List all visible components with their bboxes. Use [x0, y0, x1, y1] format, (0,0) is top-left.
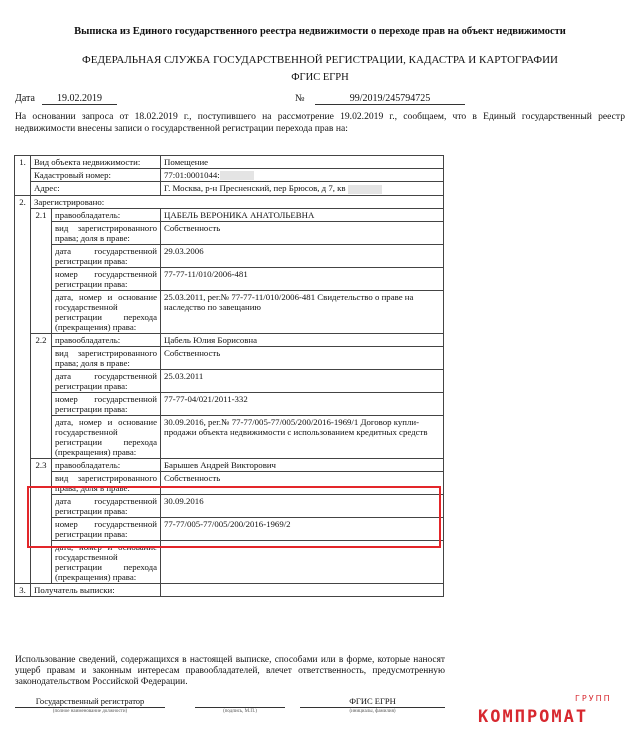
table-row [15, 369, 444, 392]
holder-number: 2.3 [31, 458, 52, 583]
reg-date-label: дата государственной регистрации права: [52, 244, 161, 267]
holder-number: 2.1 [31, 208, 52, 333]
cadastral-cell [161, 169, 444, 182]
right-value: Собственность [161, 471, 444, 494]
signature-block [195, 696, 285, 714]
registrar-signature-block [15, 696, 165, 714]
holder-value: ЦАБЕЛЬ ВЕРОНИКА АНАТОЛЬЕВНА [161, 208, 444, 221]
address-value: Г. Москва, р-н Пресненский, пер Брюсов, д 7, кв [164, 183, 346, 194]
table-row [15, 221, 444, 244]
signature-line [195, 696, 285, 708]
registrar-title: Государственный регистратор [15, 696, 165, 708]
holder-label: правообладатель: [52, 208, 161, 221]
reg-number-value: 77-77/005-77/005/200/2016-1969/2 [161, 517, 444, 540]
agency-name: ФЕДЕРАЛЬНАЯ СЛУЖБА ГОСУДАРСТВЕННОЙ РЕГИСТРАЦИИ, КАДАСТРА И КАРТОГРАФИИ [82, 54, 558, 66]
watermark-logo: КОМПРОМАТ [478, 707, 589, 727]
table-row [15, 195, 444, 208]
reg-date-value: 29.03.2006 [161, 244, 444, 267]
address-label: Адрес: [31, 182, 161, 195]
section-number: 3. [15, 583, 31, 596]
reg-date-value: 25.03.2011 [161, 369, 444, 392]
holder-number: 2.2 [31, 333, 52, 458]
cadastral-value: 77:01:0001044: [164, 170, 220, 180]
table-row [15, 346, 444, 369]
registered-label: Зарегистрировано: [31, 195, 444, 208]
table-row [15, 267, 444, 290]
table-row [15, 333, 444, 346]
transfer-label: дата, номер и основание государственной регистрации перехода (прекращения) права: [52, 540, 161, 583]
table-row [15, 156, 444, 169]
recipient-value [161, 583, 444, 596]
holder-value: Цабель Юлия Борисовна [161, 333, 444, 346]
name-caption: (инициалы, фамилия) [349, 709, 396, 714]
signature-caption: (подпись, М.П.) [223, 709, 257, 714]
date-value: 19.02.2019 [42, 93, 117, 105]
footer-notice: Использование сведений, содержащихся в настоящей выписке, способами или в форме, которые наносят ущерб правам и законным интересам правообладателей, влечет ответственность, предусмотренную законодательством Российской Федерации. [15, 655, 445, 687]
section-number: 1. [15, 156, 31, 196]
system-name: ФГИС ЕГРН [291, 72, 349, 83]
watermark-super: ГРУПП [575, 694, 612, 703]
table-row [15, 415, 444, 458]
object-type-label: Вид объекта недвижимости: [31, 156, 161, 169]
table-row [15, 392, 444, 415]
intro-paragraph: На основании запроса от 18.02.2019 г., поступившего на рассмотрение 19.02.2019 г., сообщаем, что в Единый государственный реестр недвижимости внесены записи о государственной регистрации перехода прав на: [15, 111, 625, 134]
table-row [15, 583, 444, 596]
right-label: вид зарегистрированного права; доля в праве: [52, 346, 161, 369]
table-row [15, 244, 444, 267]
registrar-name: ФГИС ЕГРН [300, 696, 445, 708]
reg-number-label: номер государственной регистрации права: [52, 392, 161, 415]
reg-number-label: номер государственной регистрации права: [52, 517, 161, 540]
holder-label: правообладатель: [52, 458, 161, 471]
transfer-value: 30.09.2016, рег.№ 77-77/005-77/005/200/2016-1969/1 Договор купли-продажи объекта недвижимости с использованием кредитных средств [161, 415, 444, 458]
transfer-label: дата, номер и основание государственной регистрации перехода (прекращения) права: [52, 290, 161, 333]
reg-date-value: 30.09.2016 [161, 494, 444, 517]
section-number: 2. [15, 195, 31, 583]
reg-number-value: 77-77-11/010/2006-481 [161, 267, 444, 290]
object-type-value: Помещение [161, 156, 444, 169]
right-value: Собственность [161, 221, 444, 244]
recipient-label: Получатель выписки: [31, 583, 161, 596]
name-block [300, 696, 445, 714]
redaction-blur [220, 171, 254, 180]
reg-date-label: дата государственной регистрации права: [52, 494, 161, 517]
cadastral-label: Кадастровый номер: [31, 169, 161, 182]
holder-label: правообладатель: [52, 333, 161, 346]
reg-date-label: дата государственной регистрации права: [52, 369, 161, 392]
reg-number-value: 77-77-04/021/2011-332 [161, 392, 444, 415]
number-label: № [295, 93, 305, 104]
number-value: 99/2019/245794725 [315, 93, 465, 105]
table-row [15, 182, 444, 195]
address-cell [161, 182, 444, 195]
redaction-blur [348, 185, 382, 194]
table-row [15, 208, 444, 221]
highlight-box [27, 486, 441, 548]
document-title: Выписка из Единого государственного реестра недвижимости о переходе прав на объект недвижимости [74, 26, 566, 37]
transfer-label: дата, номер и основание государственной регистрации перехода (прекращения) права: [52, 415, 161, 458]
table-row [15, 169, 444, 182]
right-value: Собственность [161, 346, 444, 369]
reg-number-label: номер государственной регистрации права: [52, 267, 161, 290]
table-row [15, 458, 444, 471]
right-label: вид зарегистрированного права; доля в праве: [52, 471, 161, 494]
table-row [15, 290, 444, 333]
date-label: Дата [15, 93, 35, 104]
holder-value: Барышев Андрей Викторович [161, 458, 444, 471]
right-label: вид зарегистрированного права; доля в праве: [52, 221, 161, 244]
transfer-value: 25.03.2011, рег.№ 77-77-11/010/2006-481 Свидетельство о праве на наследство по завещанию [161, 290, 444, 333]
registrar-caption: (полное наименование должности) [52, 709, 128, 714]
